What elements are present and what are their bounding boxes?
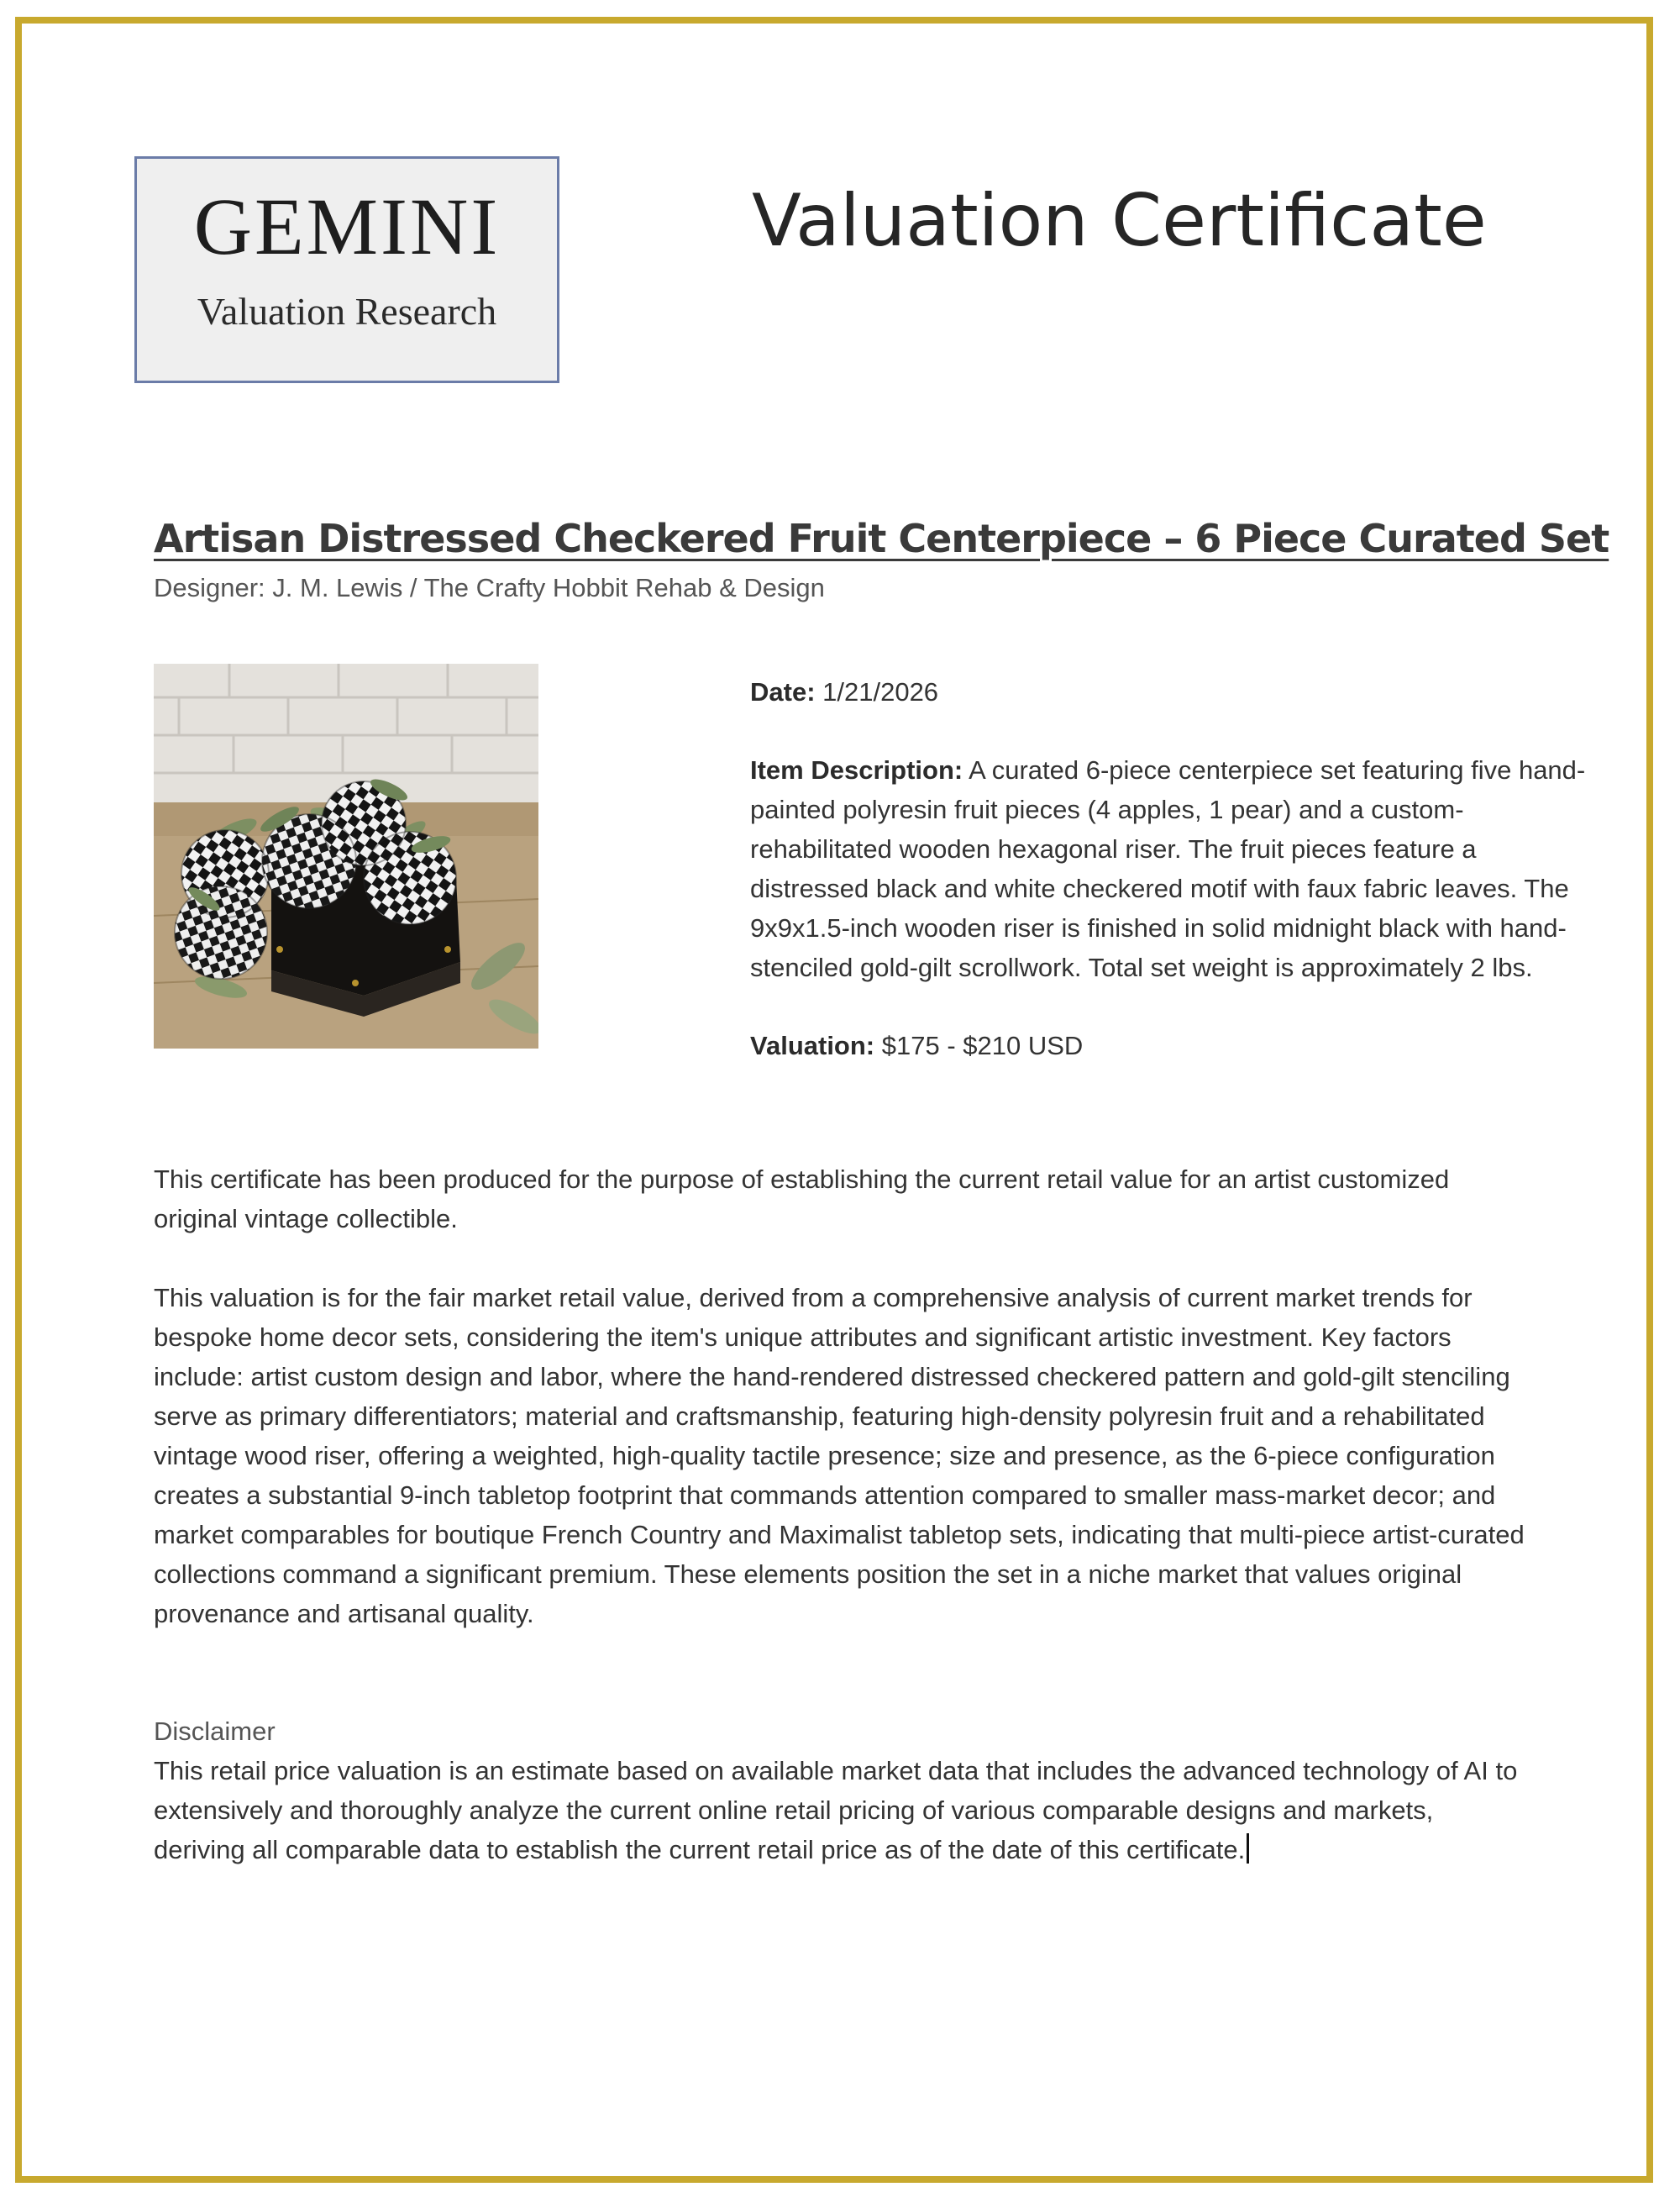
valuation-label: Valuation: — [750, 1031, 875, 1060]
disclaimer-section — [154, 1711, 1531, 1869]
company-logo — [134, 156, 559, 383]
logo-main-text: GEMINI — [193, 181, 501, 271]
valuation-line — [750, 1026, 1594, 1065]
purpose-paragraph — [154, 1159, 1531, 1238]
analysis-paragraph — [154, 1278, 1531, 1633]
logo-sub-text: Valuation Research — [197, 290, 497, 333]
description-line — [750, 750, 1594, 987]
item-photo — [154, 664, 538, 1049]
disclaimer-paragraph[interactable] — [154, 1751, 1531, 1869]
valuation-value: $175 - $210 USD — [881, 1031, 1084, 1060]
disclaimer-heading: Disclaimer — [154, 1716, 276, 1746]
item-designer: Designer: J. M. Lewis / The Crafty Hobbit Rehab & Design — [154, 573, 825, 602]
text-cursor — [1247, 1833, 1249, 1864]
purpose-text: This certificate has been produced for the purpose of establishing the current retail value for an artist customized original vintage collectible. — [154, 1164, 1450, 1233]
certificate-title: Valuation Certificate — [752, 179, 1487, 263]
description-label: Item Description: — [750, 755, 963, 785]
date-label: Date: — [750, 677, 816, 707]
item-title: Artisan Distressed Checkered Fruit Centerpiece – 6 Piece Curated Set — [154, 516, 1609, 561]
date-value: 1/21/2026 — [822, 677, 939, 707]
item-details — [750, 672, 1594, 1065]
date-line — [750, 672, 1594, 712]
disclaimer-text: This retail price valuation is an estimate based on available market data that includes the advanced technology of AI to extensively and thoroughly analyze the current online retail pricing of various comparable designs and markets, deriving all comparable data to establish the current retail price as of the date of this certificate. — [154, 1756, 1518, 1864]
analysis-text: This valuation is for the fair market retail value, derived from a comprehensive analysis of current market trends for bespoke home decor sets, considering the item's unique attributes and significant artistic investment. Key factors include: artist custom design and labor, where the hand-rendered distressed checkered pattern and gold-gilt stenciling serve as primary differentiators; material and craftsmanship, featuring high-density polyresin fruit and a rehabilitated vintage wood riser, offering a weighted, high-quality tactile presence; size and presence, as the 6-piece configuration creates a substantial 9-inch tabletop footprint that commands attention compared to smaller mass-market decor; and market comparables for boutique French Country and Maximalist tabletop sets, indicating that multi-piece artist-curated collections command a significant premium. These elements position the set in a niche market that values original provenance and artisanal quality. — [154, 1283, 1525, 1628]
description-value: A curated 6-piece centerpiece set featuring five hand-painted polyresin fruit pieces (4 apples, 1 pear) and a custom-rehabilitated wooden hexagonal riser. The fruit pieces feature a distressed black and white checkered motif with faux fabric leaves. The 9x9x1.5-inch wooden riser is finished in solid midnight black with hand-stenciled gold-gilt scrollwork. Total set weight is approximately 2 lbs. — [750, 755, 1586, 982]
